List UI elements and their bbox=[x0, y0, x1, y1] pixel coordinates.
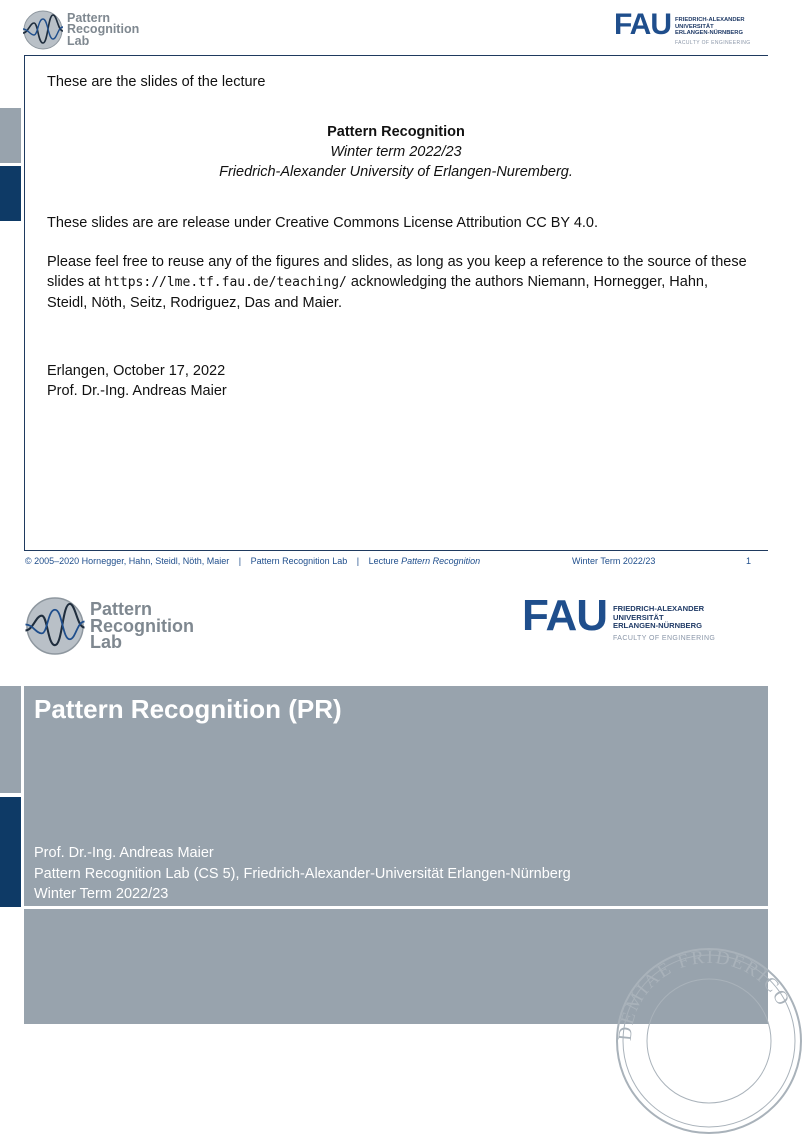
seal-block bbox=[24, 909, 795, 1042]
license-text: These slides are are release under Creative Commons License Attribution CC BY 4.0. bbox=[47, 215, 599, 231]
prl-logo-line: Pattern bbox=[67, 10, 111, 25]
author-name: Prof. Dr.-Ing. Andreas Maier bbox=[47, 383, 227, 399]
prl-logo-large bbox=[24, 595, 194, 657]
waveform-logo-icon bbox=[22, 9, 64, 51]
footer-term: Winter Term 2022/23 bbox=[572, 556, 656, 566]
side-bar-blue bbox=[0, 797, 21, 907]
footer-lecture-prefix: Lecture bbox=[368, 556, 402, 566]
prl-logo-line: Recognition bbox=[90, 615, 194, 636]
fau-name-line: FRIEDRICH-ALEXANDER bbox=[613, 604, 705, 613]
fau-name-line: ERLANGEN-NÜRNBERG bbox=[613, 621, 703, 631]
footer-lecture-name: Pattern Recognition bbox=[401, 556, 481, 566]
prl-logo bbox=[22, 9, 139, 51]
prl-logo-line: Lab bbox=[67, 33, 90, 48]
footer bbox=[25, 556, 480, 566]
side-bar-grey bbox=[0, 686, 21, 793]
place-date: Erlangen, October 17, 2022 bbox=[47, 363, 226, 379]
prl-logo-line: Lab bbox=[90, 632, 123, 653]
fau-letters: FAU bbox=[614, 8, 671, 41]
footer-lab: Pattern Recognition Lab bbox=[250, 556, 348, 566]
presenter-name: Prof. Dr.-Ing. Andreas Maier bbox=[34, 845, 214, 861]
footer-separator: | bbox=[356, 556, 360, 566]
course-title: Pattern Recognition bbox=[327, 124, 465, 140]
fau-logo-large bbox=[522, 591, 716, 643]
footer-separator: | bbox=[238, 556, 242, 566]
svg-text:DEMIAE FRIDERICO bbox=[615, 947, 794, 1042]
fau-name-line: FRIEDRICH-ALEXANDER bbox=[675, 17, 745, 23]
presenter-affiliation: Pattern Recognition Lab (CS 5), Friedrich-Alexander-Universität Erlangen-Nürnberg bbox=[34, 865, 571, 882]
reuse-text-after: acknowledging the authors Niemann, Hornegger, Hahn, Steidl, Nöth, Seitz, Rodriguez, Das and Maier. bbox=[47, 274, 708, 311]
university-seal-icon bbox=[609, 941, 809, 1141]
prl-logo-line: Pattern bbox=[90, 599, 153, 620]
reuse-text-before: Please feel free to reuse any of the figures and slides, as long as you keep a reference to the source of these slides at bbox=[47, 254, 747, 290]
fau-name-line: UNIVERSITÄT bbox=[613, 612, 664, 622]
presentation-title: Pattern Recognition (PR) bbox=[34, 694, 342, 724]
prl-logo-line: Recognition bbox=[67, 22, 140, 37]
fau-faculty: FACULTY OF ENGINEERING bbox=[675, 39, 751, 46]
fau-logo bbox=[614, 10, 751, 46]
seal-text: DEMIAE FRIDERICO bbox=[614, 946, 795, 1042]
fau-name-line: UNIVERSITÄT bbox=[675, 23, 714, 30]
intro-text: These are the slides of the lecture bbox=[47, 74, 266, 90]
footer-page-number: 1 bbox=[746, 556, 752, 566]
waveform-logo-icon bbox=[24, 595, 86, 657]
fau-name-line: ERLANGEN-NÜRNBERG bbox=[675, 30, 743, 37]
side-bar-blue bbox=[0, 166, 21, 221]
presenter-term: Winter Term 2022/23 bbox=[34, 886, 169, 902]
reuse-paragraph bbox=[47, 252, 752, 313]
fau-letters: FAU bbox=[522, 591, 607, 640]
course-university: Friedrich-Alexander University of Erlangen-Nuremberg. bbox=[219, 164, 573, 180]
side-bar-grey bbox=[0, 108, 21, 163]
fau-faculty: FACULTY OF ENGINEERING bbox=[613, 635, 716, 643]
teaching-url-link[interactable]: https://lme.tf.fau.de/teaching/ bbox=[104, 275, 347, 290]
footer-copyright: © 2005–2020 Hornegger, Hahn, Steidl, Nöth, Maier bbox=[25, 556, 230, 566]
course-term: Winter term 2022/23 bbox=[330, 144, 462, 160]
